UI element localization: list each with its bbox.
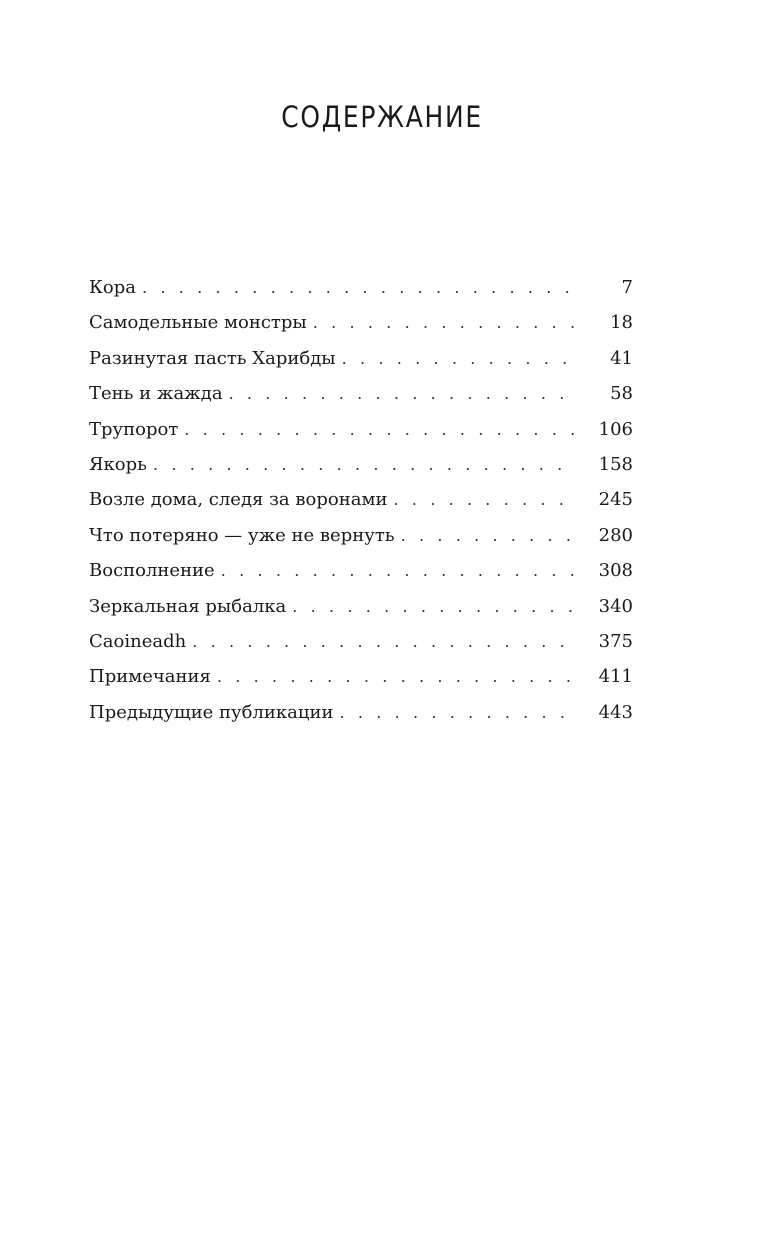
toc-entry-title: Самодельные монстры <box>89 312 307 334</box>
dot-leader <box>342 346 575 372</box>
dot-leader <box>184 417 575 443</box>
toc-entry-title: Возле дома, следя за воронами <box>89 489 388 511</box>
toc-entry-title: Зеркальная рыбалка <box>89 595 287 617</box>
toc-entry-page: 41 <box>610 347 633 369</box>
toc-entry-page: 158 <box>598 453 633 475</box>
toc-entry <box>89 417 633 452</box>
dot-leader <box>221 558 575 584</box>
toc-entry <box>89 629 633 664</box>
toc-entry-page: 375 <box>598 630 633 652</box>
dot-leader <box>153 452 575 478</box>
toc-entry-title: Кора <box>89 277 137 298</box>
dot-leader <box>393 487 575 513</box>
toc-entry-title: Трупорот <box>89 418 179 440</box>
toc-entry <box>89 558 633 593</box>
toc-entry <box>89 664 633 699</box>
toc-entry-page: 58 <box>610 383 633 405</box>
toc-entry-title: Примечания <box>89 666 211 688</box>
toc-entry <box>89 700 633 735</box>
dot-leader <box>401 523 575 549</box>
toc-entry-title: Разинутая пасть Харибды <box>89 347 336 369</box>
toc-entry <box>89 310 633 345</box>
toc-entry-title: Caoineadh <box>89 630 187 652</box>
table-of-contents <box>89 275 633 735</box>
toc-entry-page: 308 <box>598 560 633 582</box>
dot-leader <box>192 629 575 655</box>
toc-entry-title: Якорь <box>89 453 147 475</box>
toc-entry-page: 106 <box>598 418 633 440</box>
page-title: СОДЕРЖАНИЕ <box>281 100 483 134</box>
toc-entry-title: Восполнение <box>89 560 215 582</box>
toc-entry-page: 280 <box>598 524 633 546</box>
dot-leader <box>229 381 575 407</box>
toc-entry <box>89 452 633 487</box>
toc-entry-title: Тень и жажда <box>89 383 223 405</box>
toc-entry <box>89 275 633 310</box>
toc-entry-page: 411 <box>598 666 633 688</box>
dot-leader <box>292 594 575 620</box>
toc-entry-page: 7 <box>621 277 633 298</box>
dot-leader <box>142 275 575 301</box>
toc-entry-page: 443 <box>598 701 633 723</box>
toc-entry <box>89 381 633 416</box>
toc-entry-page: 340 <box>598 595 633 617</box>
toc-entry <box>89 594 633 629</box>
toc-entry-title: Предыдущие публикации <box>89 701 334 723</box>
dot-leader <box>217 664 575 690</box>
toc-entry-page: 18 <box>610 312 633 334</box>
toc-entry <box>89 523 633 558</box>
dot-leader <box>339 700 575 726</box>
toc-entry-page: 245 <box>598 489 633 511</box>
toc-entry-title: Что потеряно — уже не вернуть <box>89 524 395 546</box>
toc-entry <box>89 346 633 381</box>
toc-entry <box>89 487 633 522</box>
dot-leader <box>313 310 575 336</box>
